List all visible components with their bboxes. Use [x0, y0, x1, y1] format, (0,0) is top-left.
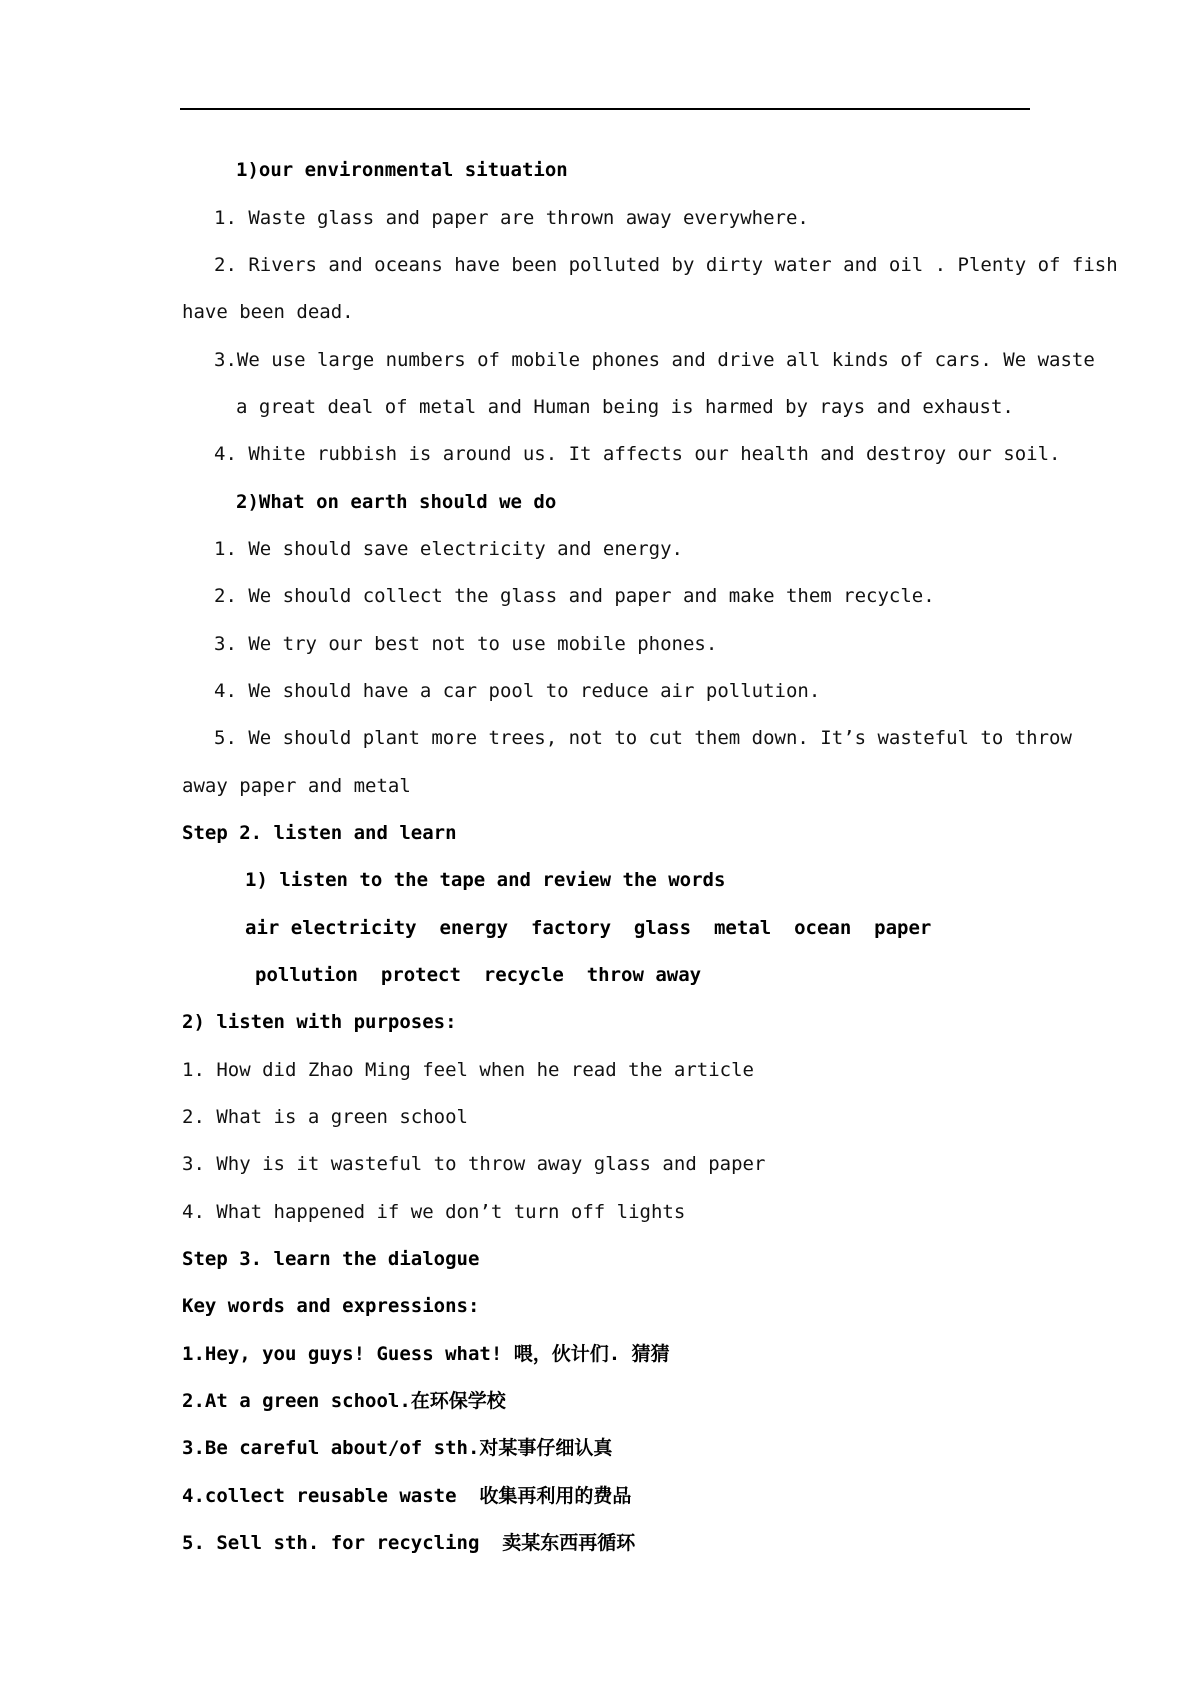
actions-item: 2. We should collect the glass and paper and make them recycle. [214, 585, 935, 607]
vocabulary-line: pollution protect recycle throw away [255, 964, 702, 986]
situation-item: 3.We use large numbers of mobile phones and drive all kinds of cars. We waste [214, 349, 1095, 371]
step3-heading: Step 3. learn the dialogue [182, 1248, 480, 1270]
question-item: 3. Why is it wasteful to throw away glass and paper [182, 1153, 766, 1175]
actions-item: 5. We should plant more trees, not to cut them down. It’s wasteful to throw [214, 727, 1072, 749]
situation-item-continuation: a great deal of metal and Human being is harmed by rays and exhaust. [236, 396, 1014, 418]
header-rule [180, 108, 1030, 110]
step2-sub-heading-2: 2) listen with purposes: [182, 1011, 457, 1033]
expression-item: 1.Hey, you guys! Guess what! 喂，伙计们. 猜猜 [182, 1343, 670, 1365]
situation-item: 2. Rivers and oceans have been polluted by dirty water and oil . Plenty of fish [214, 254, 1118, 276]
situation-item: 1. Waste glass and paper are thrown away everywhere. [214, 207, 809, 229]
step2-heading: Step 2. listen and learn [182, 822, 457, 844]
actions-item: 3. We try our best not to use mobile phones. [214, 633, 718, 655]
situation-heading: 1)our environmental situation [236, 159, 568, 181]
question-item: 4. What happened if we don’t turn off lights [182, 1201, 686, 1223]
expression-item: 3.Be careful about/of sth.对某事仔细认真 [182, 1437, 613, 1459]
question-item: 2. What is a green school [182, 1106, 468, 1128]
actions-item: 4. We should have a car pool to reduce air pollution. [214, 680, 821, 702]
expression-item: 2.At a green school.在环保学校 [182, 1390, 506, 1412]
situation-item-continuation: have been dead. [182, 301, 354, 323]
situation-item: 4. White rubbish is around us. It affects our health and destroy our soil. [214, 443, 1061, 465]
actions-item-continuation: away paper and metal [182, 775, 411, 797]
vocabulary-line: air electricity energy factory glass metal ocean paper [245, 917, 932, 939]
actions-item: 1. We should save electricity and energy. [214, 538, 683, 560]
actions-heading: 2)What on earth should we do [236, 491, 557, 513]
expression-item: 4.collect reusable waste 收集再利用的费品 [182, 1485, 632, 1507]
key-words-heading: Key words and expressions: [182, 1295, 480, 1317]
question-item: 1. How did Zhao Ming feel when he read the article [182, 1059, 754, 1081]
step2-sub-heading-1: 1) listen to the tape and review the words [245, 869, 726, 891]
expression-item: 5. Sell sth. for recycling 卖某东西再循环 [182, 1532, 636, 1554]
